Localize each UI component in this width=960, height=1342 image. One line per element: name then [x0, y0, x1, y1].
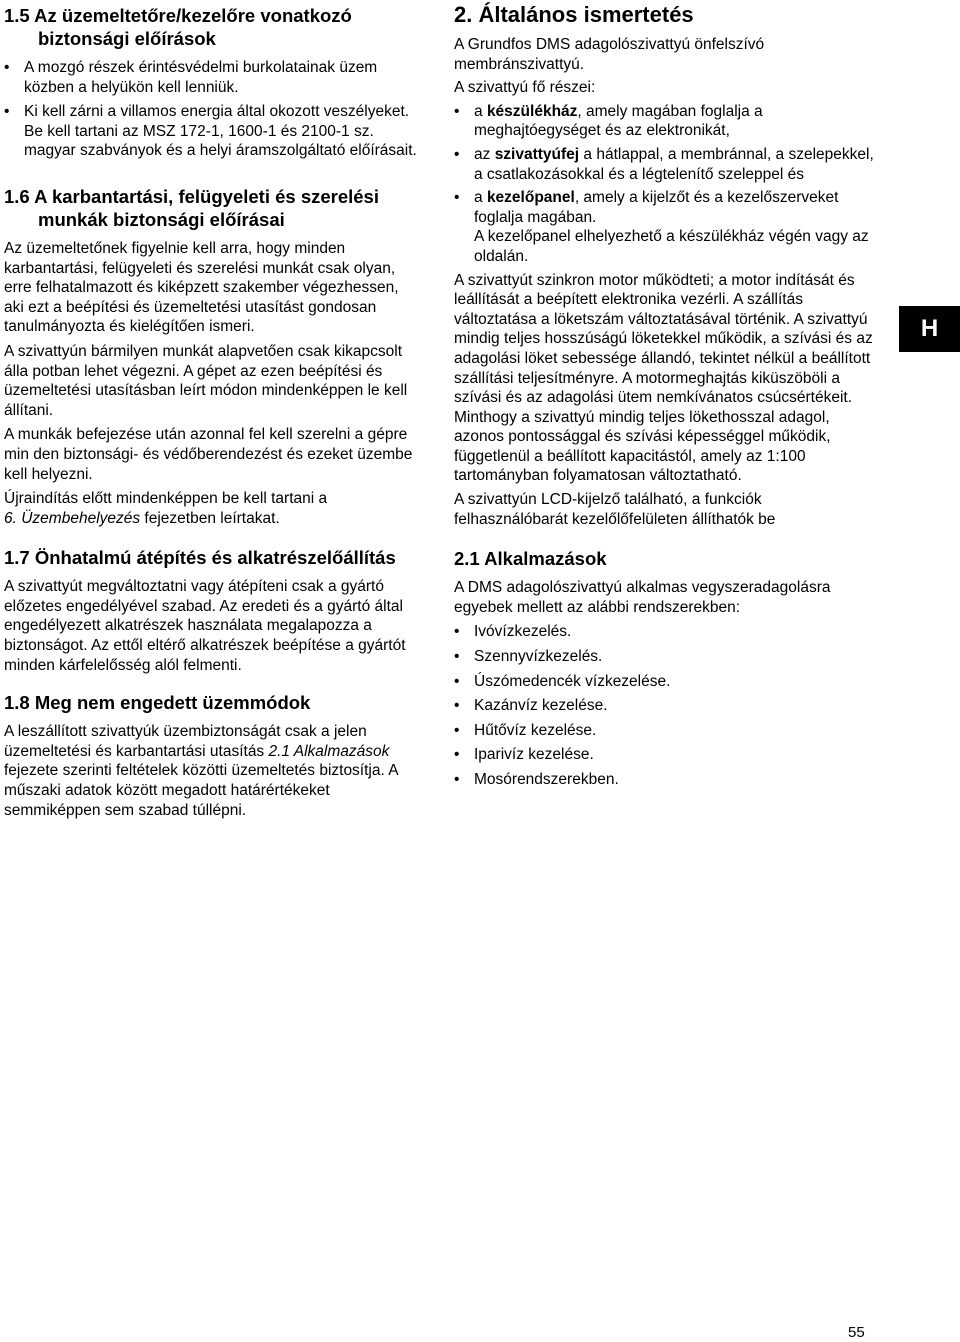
left-column [4, 0, 422, 820]
applications-list [454, 622, 874, 789]
text: , amely a kijelzőt és a kezelőszerveket foglalja magában. [474, 189, 839, 226]
section-1-7-heading: 1.7 Önhatalmú átépítés és alkatrészelőállítás [4, 547, 396, 569]
paragraph: A szivattyút szinkron motor működteti; a motor indítását és leállítását a beépített elektronika vezérli. A szállítás változtatása a löketszám változtatásával történik. A szivattyú mindig teljes hosszúságú löketekkel működik, a szívási és az adagolási löket sebessége állandó, tekintet nélkül a beállított szállítási teljesítményre. A motormeghajtás kiküszöböli a szívási és az adagolási ütem nemkívánatos csúcsértékeit. Minthogy a szivattyú mindig teljes lökethosszal adagol, azonos pontossággal és szívási képességgel működik, függetlenül a beállított kapacitástól, amely az 1:100 tartományban folyamatosan változtatható. [454, 271, 873, 485]
text: a [474, 189, 487, 207]
paragraph-text: A leszállított szivattyúk üzembiztonságát csak a jelen üzemeltetési és karbantartási utasítás [4, 723, 367, 760]
text: a hátlappal, a membránnal, a szelepekkel, a csatlakozásokkal és a légtelenítő szeleppel és [474, 145, 874, 183]
text: az [474, 145, 495, 163]
language-tab: H [899, 306, 960, 352]
paragraph [4, 722, 422, 820]
page-number: 55 [848, 1324, 865, 1341]
term: kezelőpanel [486, 189, 575, 207]
paragraph [4, 489, 422, 528]
section-reference: 2.1 Alkalmazások [268, 742, 390, 760]
section-2 [454, 0, 874, 529]
paragraph: A szivattyún bármilyen munkát alapvetően csak kikapcsolt álla potban lehet végezni. A gépet az ezen beépítési és üzemeltetési utasításban leírt módon mindenképpen le kell állítani. [4, 342, 408, 419]
section-1-7 [4, 546, 422, 675]
text: , amely magában foglalja a meghajtóegységet és az elektronikát, [474, 102, 763, 140]
section-1-6 [4, 185, 422, 528]
section-1-5-heading: 1.5 Az üzemeltetőre/kezelőre vonatkozó biztonsági előírások [4, 5, 352, 49]
paragraph: Az üzemeltetőnek figyelnie kell arra, hogy minden karbantartási, felügyeleti és szerelési munkát csak olyan, erre felhatalmazott és kiképzett szakember végezhessen, aki ezt a beépítési és üzemeltetési utasítást gondosan tanulmányozta és kielégítően ismeri. [4, 239, 399, 336]
list-item [454, 102, 874, 141]
section-1-5 [4, 0, 422, 161]
section-2-1-heading: 2.1 Alkalmazások [454, 548, 607, 570]
section-1-8 [4, 691, 422, 820]
section-1-6-heading: 1.6 A karbantartási, felügyeleti és szerelési munkák biztonsági előírásai [4, 185, 379, 230]
list-item: • Kazánvíz kezelése. [454, 696, 874, 716]
text: a [474, 102, 487, 120]
paragraph: A DMS adagolószivattyú alkalmas vegyszeradagolásra egyebek mellett az alábbi rendszerekben: [454, 579, 831, 616]
list-item: • Mosórendszerekben. [454, 770, 874, 790]
section-1-8-heading: 1.8 Meg nem engedett üzemmódok [4, 692, 311, 714]
list-item: • Ki kell zárni a villamos energia által okozott veszélyeket. Be kell tartani az MSZ 172-1, 1600-1 és 2100-1 sz. magyar szabványok és a helyi áramszolgáltató előírásait. [4, 102, 422, 161]
list-item: • Ivóvízkezelés. [454, 622, 874, 642]
term: szivattyúfej [494, 145, 580, 163]
list-item: • Szennyvízkezelés. [454, 647, 874, 667]
paragraph: A szivattyú fő részei: [454, 79, 596, 97]
paragraph-text: fejezete szerinti feltételek közötti üzemeltetés biztosítja. A műszaki adatok között megadott határértékeket semmiképpen sem szabad túllépni. [4, 762, 398, 819]
section-reference: 6. Üzembehelyezés [4, 509, 141, 527]
parts-note: A kezelőpanel elhelyezhető a készülékház végén vagy az oldalán. [474, 228, 869, 265]
paragraph: A szivattyút megváltoztatni vagy átépíteni csak a gyártó előzetes engedélyével szabad. Az eredeti és a gyártó által engedélyezett alkatrészek használata megalapozza a biztonságot. Az ettől eltérő alkatrészek beépítése a gyártót minden kárfelelősség alól felmenti. [4, 578, 406, 674]
term: készülékház [486, 102, 578, 120]
right-column [454, 0, 874, 790]
section-2-heading: 2. Általános ismertetés [454, 2, 694, 27]
paragraph-text: fejezetben leírtakat. [140, 509, 280, 527]
paragraph-text: Újraindítás előtt mindenképpen be kell tartani a [4, 490, 328, 508]
list-item: • Úszómedencék vízkezelése. [454, 672, 874, 692]
list-item [454, 188, 874, 266]
paragraph: A szivattyún LCD-kijelző található, a funkciók felhasználóbarát kezelőlőfelületen állíthatók be [454, 491, 776, 528]
list-item [454, 145, 874, 184]
pump-parts-list [454, 102, 874, 267]
list-item: • Iparivíz kezelése. [454, 745, 874, 765]
section-1-5-list [4, 58, 422, 161]
list-item: • A mozgó részek érintésvédelmi burkolatainak üzem közben a helyükön kell lenniük. [4, 58, 422, 97]
section-2-1 [454, 547, 874, 789]
list-item: • Hűtővíz kezelése. [454, 721, 874, 741]
paragraph: A Grundfos DMS adagolószivattyú önfelszívó membránszivattyú. [454, 36, 765, 73]
paragraph: A munkák befejezése után azonnal fel kell szerelni a gépre min den biztonsági- és védőberendezést és ezeket üzembe kell helyezni. [4, 426, 413, 483]
